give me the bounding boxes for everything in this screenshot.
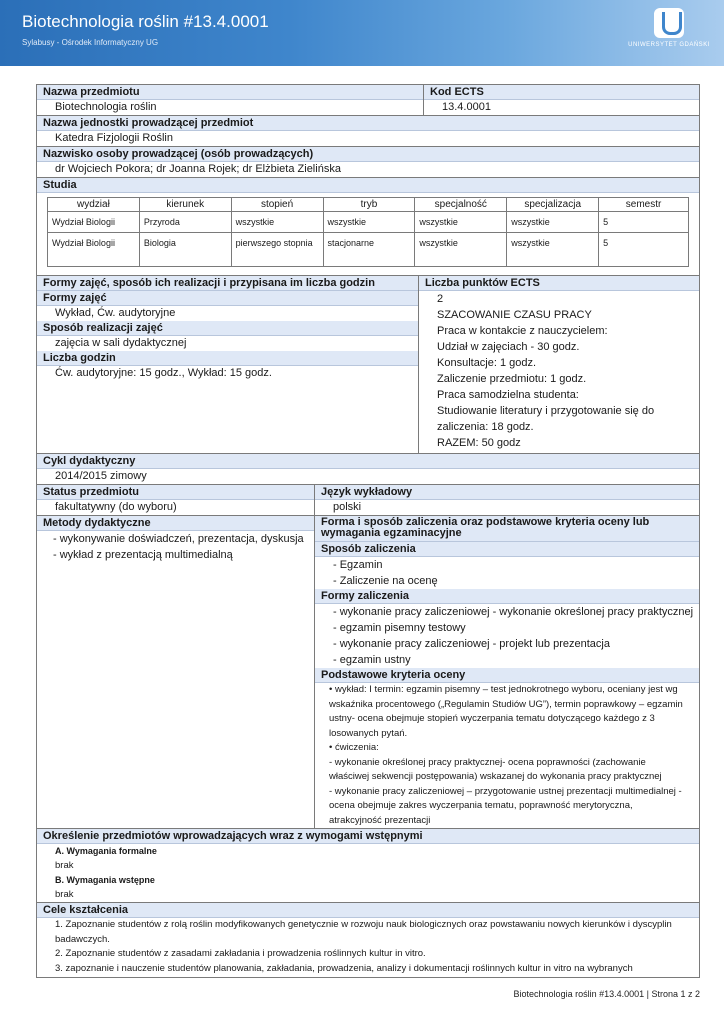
- studia-header-row: [48, 198, 689, 212]
- ects-line: Studiowanie literatury i przygotowanie się do: [437, 405, 655, 417]
- assessment-formy-item: - wykonanie pracy zaliczeniowej - projekt lub prezentacja: [333, 638, 610, 650]
- table-row: [48, 212, 689, 233]
- unit-label: Nazwa jednostki prowadzącej przedmiot: [37, 116, 699, 131]
- ects-code-label: Kod ECTS: [424, 85, 699, 100]
- table-cell: wszystkie: [507, 233, 599, 267]
- kryteria-line: właściwej sekwencji postępowania) wskazanej do wykonania pracy praktycznej: [329, 771, 662, 782]
- university-logo: [624, 8, 714, 52]
- ects-line: Konsultacje: 1 godz.: [437, 357, 537, 369]
- ects-line: 2: [437, 293, 444, 305]
- sposob-label: Sposób realizacji zajęć: [37, 321, 418, 336]
- kryteria-line: ocena obejmuje zakres wyczerpania tematu, poprawność merytoryczna,: [329, 800, 633, 811]
- cycle-value: 2014/2015 zimowy: [55, 470, 147, 482]
- syllabus-document: [36, 84, 700, 978]
- assessment-label: Forma i sposób zaliczenia oraz podstawowe kryteria oceny lub wymagania egzaminacyjne: [315, 516, 699, 542]
- table-cell: 5: [599, 233, 689, 267]
- assessment-sposob-item: - Zaliczenie na ocenę: [333, 575, 438, 587]
- status-language-row: [37, 484, 699, 515]
- ects-line: Zaliczenie przedmiotu: 1 godz.: [437, 373, 587, 385]
- goal-line: 1. Zapoznanie studentów z rolą roślin modyfikowanych genetycznie w rozwoju nauk biologicznych oraz powstawaniu nowych kierunków i dyscyplin: [55, 919, 672, 930]
- table-cell: stacjonarne: [323, 233, 415, 267]
- ects-line: Praca w kontakcie z nauczycielem:: [437, 325, 608, 337]
- table-cell: 5: [599, 212, 689, 233]
- logo-mark-icon: [654, 8, 684, 38]
- methods-label: Metody dydaktyczne: [37, 516, 314, 531]
- teachers-label: Nazwisko osoby prowadzącej (osób prowadzących): [37, 147, 699, 162]
- table-cell: wszystkie: [415, 233, 507, 267]
- formy-value: Wykład, Ćw. audytoryjne: [55, 307, 176, 319]
- cycle-label: Cykl dydaktyczny: [37, 454, 699, 469]
- column-header: semestr: [599, 198, 689, 212]
- status-label: Status przedmiotu: [37, 485, 314, 500]
- column-header: specjalizacja: [507, 198, 599, 212]
- goal-line: 3. zapoznanie i nauczenie studentów planowania, zakładania, prowadzenia, analizy i dokumentacji roślinnych kultur in vitro na wybranych: [55, 962, 633, 974]
- godziny-label: Liczba godzin: [37, 351, 418, 366]
- table-cell: wszystkie: [323, 212, 415, 233]
- forms-ects-row: [37, 275, 699, 453]
- language-value: polski: [333, 501, 362, 513]
- page-footer: Biotechnologia roślin #13.4.0001 | Strona 1 z 2: [513, 989, 700, 999]
- table-cell: Wydział Biologii: [48, 212, 140, 233]
- goals-label: Cele kształcenia: [37, 903, 699, 918]
- table-cell: Biologia: [139, 233, 231, 267]
- ects-code: 13.4.0001: [442, 101, 491, 113]
- column-header: specjalność: [415, 198, 507, 212]
- forms-section-label: Formy zajęć, sposób ich realizacji i przypisana im liczba godzin: [37, 276, 418, 291]
- prereq-b-label: B. Wymagania wstępne: [55, 875, 155, 885]
- logo-text: UNIWERSYTET GDAŃSKI: [628, 42, 710, 48]
- status-value: fakultatywny (do wyboru): [55, 501, 177, 513]
- method-item: - wykonywanie doświadczeń, prezentacja, dyskusja: [53, 533, 304, 545]
- kryteria-line: wskaźnika procentowego („Regulamin Studiów UG”), termin poprawkowy – egzamin: [329, 698, 683, 710]
- table-cell: wszystkie: [507, 212, 599, 233]
- kryteria-line: • ćwiczenia:: [329, 742, 379, 753]
- teachers-value: dr Wojciech Pokora; dr Joanna Rojek; dr Elżbieta Zielińska: [55, 163, 341, 175]
- course-name-row: [37, 85, 699, 115]
- formy-label: Formy zajęć: [37, 291, 418, 306]
- ects-line: Praca samodzielna studenta:: [437, 389, 579, 401]
- prereq-a-value: brak: [55, 859, 74, 871]
- prereq-b-value: brak: [55, 888, 74, 900]
- kryteria-line: ustny- ocena obejmuje stopień wyczerpania tematu dotyczącego każdego z 3: [329, 713, 655, 724]
- header-banner: [0, 0, 724, 66]
- assessment-formy-item: - wykonanie pracy zaliczeniowej - wykonanie określonej pracy praktycznej: [333, 606, 694, 618]
- goal-line: 2. Zapoznanie studentów z zasadami zakładania i prowadzenia roślinnych kultur in vitro.: [55, 948, 426, 959]
- course-name: Biotechnologia roślin: [55, 101, 157, 113]
- table-cell: pierwszego stopnia: [231, 233, 323, 267]
- kryteria-line: losowanych pytań.: [329, 727, 408, 739]
- column-header: kierunek: [139, 198, 231, 212]
- ects-line: Udział w zajęciach - 30 godz.: [437, 341, 580, 353]
- methods-assessment-row: [37, 515, 699, 828]
- sposob-value: zajęcia w sali dydaktycznej: [55, 337, 187, 349]
- page-subtitle: Sylabusy - Ośrodek Informatyczny UG: [22, 38, 159, 47]
- table-cell: wszystkie: [415, 212, 507, 233]
- studia-label: Studia: [37, 178, 699, 193]
- ects-points-list: [419, 291, 699, 451]
- table-cell: wszystkie: [231, 212, 323, 233]
- assessment-formy-item: - egzamin ustny: [333, 654, 411, 666]
- table-cell: Wydział Biologii: [48, 233, 140, 267]
- assessment-formy-item: - egzamin pisemny testowy: [333, 622, 466, 634]
- kryteria-label: Podstawowe kryteria oceny: [315, 668, 699, 683]
- studia-table: [47, 197, 689, 267]
- page-title: Biotechnologia roślin #13.4.0001: [22, 12, 269, 31]
- language-label: Język wykładowy: [315, 485, 699, 500]
- kryteria-line: • wykład: I termin: egzamin pisemny – test jednokrotnego wyboru, oceniany jest wg: [329, 684, 678, 695]
- godziny-value: Ćw. audytoryjne: 15 godz., Wykład: 15 godz.: [55, 367, 272, 379]
- table-row: [48, 233, 689, 267]
- course-name-label: Nazwa przedmiotu: [37, 85, 423, 100]
- column-header: wydział: [48, 198, 140, 212]
- kryteria-line: atrakcyjność prezentacji: [329, 814, 431, 826]
- column-header: tryb: [323, 198, 415, 212]
- goal-line: badawczych.: [55, 933, 110, 945]
- method-item: - wykład z prezentacją multimedialną: [53, 549, 233, 561]
- prereq-a-label: A. Wymagania formalne: [55, 846, 157, 856]
- column-header: stopień: [231, 198, 323, 212]
- ects-points-label: Liczba punktów ECTS: [419, 276, 699, 291]
- assessment-formy-label: Formy zaliczenia: [315, 589, 699, 604]
- kryteria-line: - wykonanie pracy zaliczeniowej – przygotowanie ustnej prezentacji multimedialnej -: [329, 785, 682, 797]
- ects-line: SZACOWANIE CZASU PRACY: [437, 309, 592, 321]
- assessment-sposob-label: Sposób zaliczenia: [315, 542, 699, 557]
- assessment-sposob-item: - Egzamin: [333, 559, 383, 571]
- kryteria-line: - wykonanie określonej pracy praktycznej- ocena poprawności (zachowanie: [329, 756, 646, 768]
- prereq-label: Określenie przedmiotów wprowadzających wraz z wymogami wstępnymi: [37, 829, 699, 844]
- table-cell: Przyroda: [139, 212, 231, 233]
- unit-value: Katedra Fizjologii Roślin: [55, 132, 173, 144]
- ects-line: zaliczenia: 18 godz.: [437, 421, 534, 433]
- ects-line: RAZEM: 50 godz: [437, 437, 521, 449]
